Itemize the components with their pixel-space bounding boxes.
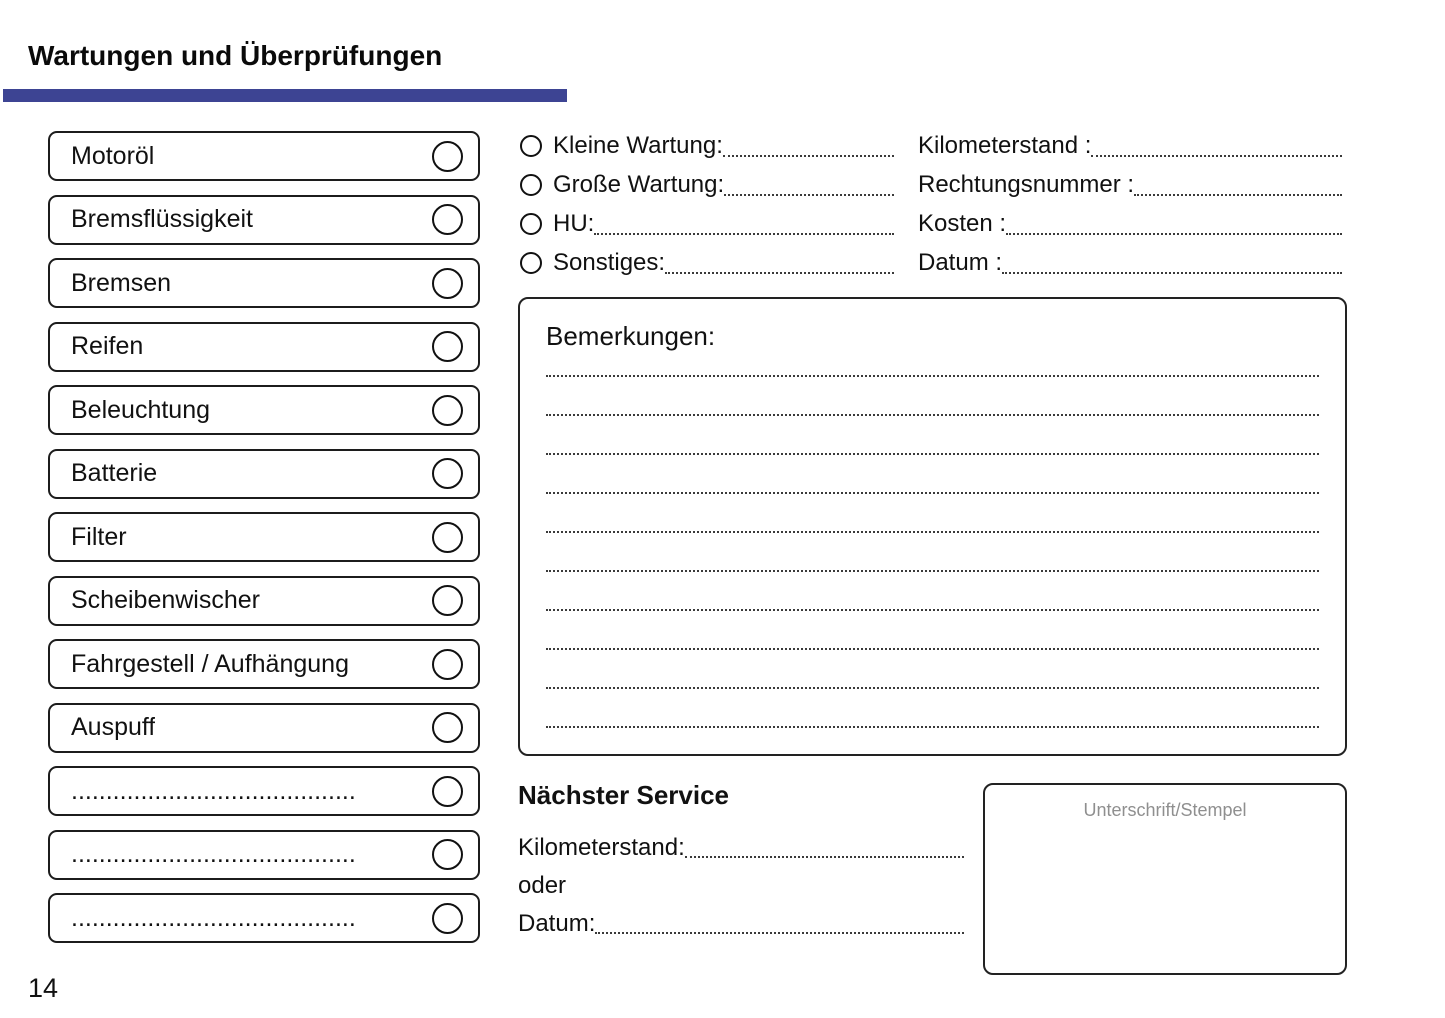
checklist-item-label: Auspuff — [71, 713, 156, 741]
radio-circle[interactable] — [520, 174, 542, 196]
dotted-input-line[interactable] — [665, 272, 894, 274]
remarks-lines — [546, 375, 1319, 728]
service-option-row — [520, 129, 894, 162]
checklist-row — [48, 385, 480, 435]
checklist-item-label: Motoröl — [71, 141, 155, 170]
remarks-dotted-line[interactable] — [546, 531, 1319, 533]
remarks-dotted-line[interactable] — [546, 570, 1319, 572]
remarks-dotted-line[interactable] — [546, 414, 1319, 416]
radio-circle[interactable] — [520, 213, 542, 235]
dotted-input-line[interactable] — [685, 856, 964, 858]
remarks-title: Bemerkungen: — [546, 321, 716, 351]
dotted-input-line[interactable] — [1002, 272, 1342, 274]
service-option-label: HU: — [553, 209, 595, 237]
checklist-item-label: Bremsen — [71, 268, 172, 297]
checklist-item-label: Reifen — [71, 332, 144, 360]
checkbox-circle[interactable] — [432, 204, 463, 235]
dotted-input-line[interactable] — [724, 194, 894, 196]
next-service-oder-row — [518, 871, 964, 901]
checklist-item-label: ......................................... — [71, 903, 356, 932]
detail-field-label: Kilometerstand : — [918, 131, 1092, 159]
dotted-input-line[interactable] — [1134, 194, 1342, 196]
remarks-dotted-line[interactable] — [546, 609, 1319, 611]
detail-field-row — [918, 168, 1342, 201]
checklist-row — [48, 639, 480, 689]
remarks-dotted-line[interactable] — [546, 492, 1319, 494]
checklist-row — [48, 703, 480, 753]
next-service-datum-row — [518, 909, 964, 939]
checklist-row — [48, 576, 480, 626]
radio-circle[interactable] — [520, 135, 542, 157]
remarks-dotted-line[interactable] — [546, 687, 1319, 689]
checklist-item-label: Beleuchtung — [71, 395, 211, 424]
signature-label: Unterschrift/Stempel — [1083, 800, 1247, 820]
checklist-item-label: Bremsflüssigkeit — [71, 205, 253, 233]
checklist-item-label: Filter — [71, 522, 127, 551]
service-option-row — [520, 207, 894, 240]
service-option-row — [520, 246, 894, 279]
dotted-input-line[interactable] — [595, 932, 964, 934]
checkbox-circle[interactable] — [432, 839, 463, 870]
detail-field-row — [918, 246, 1342, 279]
checklist-row — [48, 131, 480, 181]
page-number: 14 — [28, 973, 59, 1003]
checklist-item-label: ......................................... — [71, 840, 356, 868]
checkbox-circle[interactable] — [432, 649, 463, 680]
checkbox-circle[interactable] — [432, 268, 463, 299]
checklist-item-label: ......................................... — [71, 776, 356, 805]
next-service-oder-label: oder — [518, 872, 567, 899]
checklist-item-label: Fahrgestell / Aufhängung — [71, 649, 349, 678]
detail-field-row — [918, 129, 1342, 162]
checklist-row — [48, 322, 480, 372]
service-option-label: Kleine Wartung: — [553, 131, 723, 159]
checklist-row — [48, 512, 480, 562]
remarks-dotted-line[interactable] — [546, 726, 1319, 728]
service-option-label: Große Wartung: — [553, 170, 725, 198]
checklist-row-blank[interactable] — [48, 830, 480, 880]
checklist-item-label: Scheibenwischer — [71, 586, 260, 614]
next-service-section — [518, 780, 964, 947]
checklist-row-blank[interactable] — [48, 766, 480, 816]
checkbox-circle[interactable] — [432, 331, 463, 362]
signature-box[interactable] — [983, 783, 1347, 975]
dotted-input-line[interactable] — [1091, 155, 1342, 157]
service-type-options — [520, 129, 894, 279]
checklist-row — [48, 258, 480, 308]
detail-field-row — [918, 207, 1342, 240]
checkbox-circle[interactable] — [432, 585, 463, 616]
detail-field-label: Datum : — [918, 248, 1003, 276]
next-service-datum-label: Datum: — [518, 910, 596, 937]
service-option-label: Sonstiges: — [553, 248, 666, 276]
checklist-row — [48, 449, 480, 499]
service-details — [918, 129, 1342, 279]
page-title: Wartungen und Überprüfungen — [28, 40, 443, 71]
detail-field-label: Rechtungsnummer : — [918, 170, 1135, 198]
remarks-dotted-line[interactable] — [546, 453, 1319, 455]
checklist — [48, 131, 480, 943]
radio-circle[interactable] — [520, 252, 542, 274]
checklist-item-label: Batterie — [71, 459, 158, 487]
checkbox-circle[interactable] — [432, 776, 463, 807]
checkbox-circle[interactable] — [432, 141, 463, 172]
checkbox-circle[interactable] — [432, 395, 463, 426]
dotted-input-line[interactable] — [594, 233, 894, 235]
checkbox-circle[interactable] — [432, 522, 463, 553]
checkbox-circle[interactable] — [432, 903, 463, 934]
remarks-box — [518, 297, 1347, 756]
dotted-input-line[interactable] — [1006, 233, 1342, 235]
next-service-title: Nächster Service — [518, 780, 730, 810]
checklist-row — [48, 195, 480, 245]
remarks-dotted-line[interactable] — [546, 648, 1319, 650]
checkbox-circle[interactable] — [432, 712, 463, 743]
dotted-input-line[interactable] — [723, 155, 894, 157]
detail-field-label: Kosten : — [918, 209, 1007, 237]
checkbox-circle[interactable] — [432, 458, 463, 489]
service-option-row — [520, 168, 894, 201]
checklist-row-blank[interactable] — [48, 893, 480, 943]
next-service-kilometerstand-row — [518, 833, 964, 863]
remarks-dotted-line[interactable] — [546, 375, 1319, 377]
accent-bar — [3, 89, 567, 102]
next-service-kilometerstand-label: Kilometerstand: — [518, 834, 685, 861]
